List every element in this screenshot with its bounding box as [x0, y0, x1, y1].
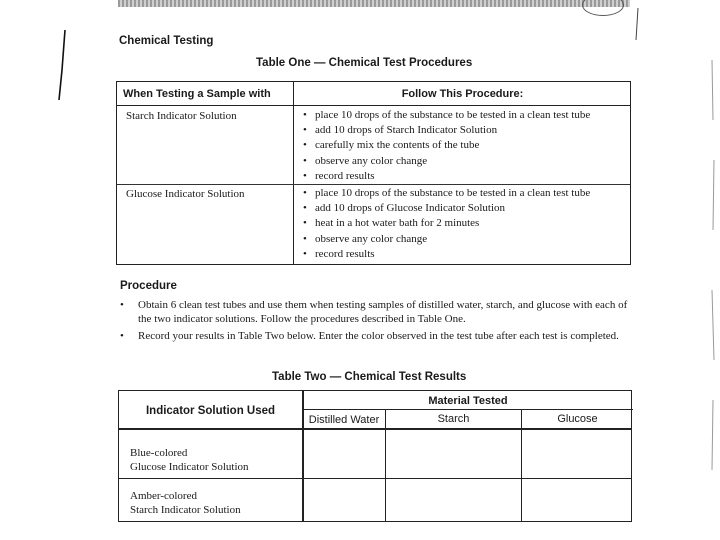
table-two-caption: Table Two — Chemical Test Results: [272, 371, 467, 383]
table-one-header-right: Follow This Procedure:: [401, 88, 524, 100]
list-item: • heat in a hot water bath for 2 minutes: [303, 216, 590, 231]
procedure-title: Procedure: [120, 280, 177, 292]
list-item: • place 10 drops of the substance to be tested in a clean test tube: [303, 186, 590, 201]
table-two-divider: [302, 391, 304, 521]
table-two-header-group: Material Tested: [428, 395, 508, 407]
table-one-step-list: [303, 108, 590, 184]
list-item: • add 10 drops of Starch Indicator Solution: [303, 123, 590, 138]
table-one-caption: Table One — Chemical Test Procedures: [256, 57, 473, 69]
table-one-step-list: [303, 186, 590, 262]
table-one-row-label: Glucose Indicator Solution: [126, 188, 245, 200]
list-item: • Record your results in Table Two below. Enter the color observed in the test tube after each test is completed.: [120, 330, 630, 344]
list-item: • observe any color change: [303, 232, 590, 247]
table-two-divider: [119, 478, 631, 479]
table-two-row-label: [130, 446, 249, 474]
table-one-header-left: When Testing a Sample with: [123, 88, 271, 100]
list-item: • observe any color change: [303, 154, 590, 169]
table-two-row-label: [130, 489, 241, 517]
table-two-divider: [119, 428, 631, 430]
list-item: • add 10 drops of Glucose Indicator Solution: [303, 201, 590, 216]
margin-mark: [58, 30, 66, 100]
decorative-swirl: [582, 0, 624, 16]
table-two-column-header: Distilled Water: [308, 414, 380, 426]
table-one-row-label: Starch Indicator Solution: [126, 110, 237, 122]
table-two-divider: [302, 409, 633, 410]
row-label-line: Blue-colored: [130, 447, 188, 459]
list-item: • Obtain 6 clean test tubes and use them when testing samples of distilled water, starch, and glucose with each of the two indicator solutions. Follow the procedures described in Table One.: [120, 299, 630, 326]
list-item: • record results: [303, 169, 590, 184]
table-two-divider: [385, 409, 386, 522]
row-label-line: Glucose Indicator Solution: [130, 461, 249, 473]
row-label-line: Starch Indicator Solution: [130, 504, 241, 516]
table-two-divider: [521, 409, 522, 522]
list-item: • record results: [303, 247, 590, 262]
list-item: • place 10 drops of the substance to be tested in a clean test tube: [303, 108, 590, 123]
row-label-line: Amber-colored: [130, 490, 197, 502]
section-title: Chemical Testing: [119, 35, 214, 47]
procedure-list: [120, 299, 630, 348]
table-two-column-header: Starch: [437, 413, 470, 425]
table-one: [116, 81, 631, 265]
table-two: [118, 390, 632, 522]
list-item: • carefully mix the contents of the tube: [303, 138, 590, 153]
table-two-header-left: Indicator Solution Used: [145, 405, 276, 417]
table-one-column-divider: [293, 82, 294, 264]
top-decorative-band: [118, 0, 630, 7]
table-one-row-divider: [117, 184, 630, 185]
table-two-column-header: Glucose: [557, 413, 598, 425]
